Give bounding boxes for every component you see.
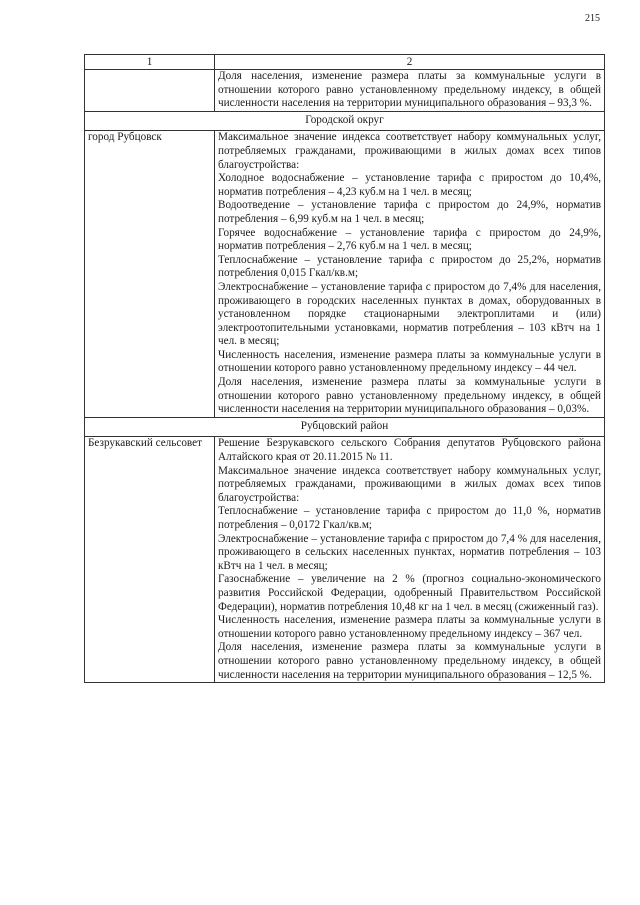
- paragraph: Решение Безрукавского сельского Собрания депутатов Рубцовского района Алтайского края от 20.11.2015 № 11.: [218, 437, 601, 464]
- paragraph: Доля населения, изменение размера платы за коммунальные услуги в отношении которого равно установленному предельному индексу, в общей численности населения на территории муниципального образования – 12,5 %.: [218, 641, 601, 681]
- paragraph: Горячее водоснабжение – установление тарифа с приростом до 24,9%, норматив потребления – 2,76 куб.м на 1 чел. в месяц;: [218, 226, 601, 253]
- section-row-district: [85, 417, 605, 437]
- paragraph: Электроснабжение – установление тарифа с приростом до 7,4% для населения, проживающего в городских населенных пунктах в домах, оборудованных в установленном порядке стационарными электроплитами и (или) электроотопительными установками, норматив потребления – 103 кВтч на 1 чел. в месяц;: [218, 280, 601, 348]
- column-number-2: 2: [215, 55, 605, 70]
- paragraph: Водоотведение – установление тарифа с приростом до 24,9%, норматив потребления – 6,99 куб.м на 1 чел. в месяц;: [218, 199, 601, 225]
- municipality-name: Безрукавский сельсовет: [85, 437, 215, 683]
- continuation-text-cell: [215, 70, 605, 112]
- tariff-index-table: [84, 54, 605, 683]
- page-number: 215: [585, 13, 600, 24]
- table-row: [85, 131, 605, 417]
- continuation-row: [85, 70, 605, 112]
- paragraph: Газоснабжение – увеличение на 2 % (прогноз социально-экономического развития Российской Федерации, одобренный Правительством Российской Федерации), норматив потребления 10,48 кг на 1 чел. в месяц (сжиженный газ).: [218, 573, 601, 613]
- section-title: Городской округ: [85, 111, 605, 131]
- section-row-city-district: [85, 111, 605, 131]
- table-header-row: [85, 55, 605, 70]
- paragraph: Численность населения, изменение размера платы за коммунальные услуги в отношении которого равно установленному предельному индексу – 44 чел.: [218, 348, 601, 375]
- continuation-paragraph: Доля населения, изменение размера платы за коммунальные услуги в отношении которого равно установленному предельному индексу, в общей численности населения на территории муниципального образования – 93,3 %.: [218, 70, 601, 110]
- section-title: Рубцовский район: [85, 417, 605, 437]
- municipality-name: город Рубцовск: [85, 131, 215, 417]
- municipality-details: [215, 437, 605, 683]
- municipality-details: [215, 131, 605, 417]
- paragraph: Максимальное значение индекса соответствует набору коммунальных услуг, потребляемых гражданами, проживающими в жилых домах всех типов благоустройства:: [218, 131, 601, 171]
- paragraph: Электроснабжение – установление тарифа с приростом до 7,4 % для населения, проживающего в сельских населенных пунктах, норматив потребления – 103 кВтч на 1 чел. в месяц;: [218, 532, 601, 572]
- table-row: [85, 437, 605, 683]
- paragraph: Доля населения, изменение размера платы за коммунальные услуги в отношении которого равно установленному предельному индексу, в общей численности населения на территории муниципального образования – 0,03%.: [218, 376, 601, 416]
- column-number-1: 1: [85, 55, 215, 70]
- paragraph: Холодное водоснабжение – установление тарифа с приростом до 10,4%, норматив потребления – 4,23 куб.м на 1 чел. в месяц;: [218, 172, 601, 198]
- paragraph: Численность населения, изменение размера платы за коммунальные услуги в отношении которого равно установленному предельному индексу – 367 чел.: [218, 614, 601, 640]
- paragraph: Теплоснабжение – установление тарифа с приростом до 25,2%, норматив потребления 0,015 Гкал/кв.м;: [218, 253, 601, 280]
- paragraph: Максимальное значение индекса соответствует набору коммунальных услуг, потребляемых гражданами, проживающими в жилых домах всех типов благоустройства:: [218, 464, 601, 504]
- paragraph: Теплоснабжение – установление тарифа с приростом до 11,0 %, норматив потребления – 0,0172 Гкал/кв.м;: [218, 505, 601, 531]
- continuation-name-cell: [85, 70, 215, 112]
